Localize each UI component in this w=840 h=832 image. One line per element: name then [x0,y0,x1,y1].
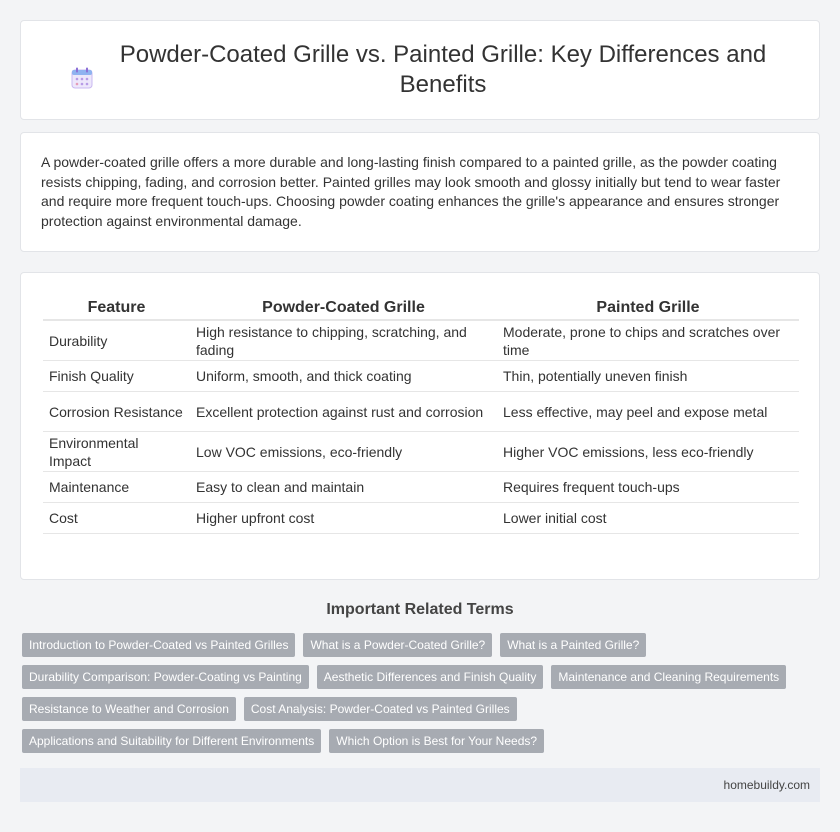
related-term-tag[interactable]: Cost Analysis: Powder-Coated vs Painted Grilles [244,697,517,721]
table-header-row [43,295,799,321]
cell-feature: Environmental Impact [43,432,190,472]
related-term-tag[interactable]: Introduction to Powder-Coated vs Painted Grilles [22,633,295,657]
table-row [43,321,799,361]
header-card [20,20,820,120]
tag-row [22,633,822,657]
cell-painted: Less effective, may peel and expose metal [497,392,799,432]
related-term-tag[interactable]: Aesthetic Differences and Finish Quality [317,665,544,689]
table-row [43,361,799,392]
cell-painted: Moderate, prone to chips and scratches over time [497,321,799,361]
summary-card [20,132,820,252]
cell-powder-coated: Easy to clean and maintain [190,472,497,503]
cell-feature: Finish Quality [43,361,190,392]
footer [20,768,820,802]
cell-feature: Corrosion Resistance [43,392,190,432]
title-wrap [70,40,770,100]
cell-feature: Cost [43,503,190,534]
tag-row [22,665,822,689]
table-row [43,503,799,534]
related-term-tag[interactable]: What is a Powder-Coated Grille? [303,633,492,657]
related-term-tag[interactable]: Maintenance and Cleaning Requirements [551,665,786,689]
related-term-tag[interactable]: Applications and Suitability for Different Environments [22,729,321,753]
cell-painted: Thin, potentially uneven finish [497,361,799,392]
cell-powder-coated: Uniform, smooth, and thick coating [190,361,497,392]
related-terms-list [22,633,822,761]
cell-painted: Requires frequent touch-ups [497,472,799,503]
cell-powder-coated: Low VOC emissions, eco-friendly [190,432,497,472]
footer-site-link[interactable]: homebuildy.com [723,778,810,792]
related-term-tag[interactable]: What is a Painted Grille? [500,633,646,657]
cell-powder-coated: Excellent protection against rust and corrosion [190,392,497,432]
comparison-table [43,295,799,534]
tag-row [22,729,822,753]
cell-feature: Durability [43,321,190,361]
related-term-tag[interactable]: Durability Comparison: Powder-Coating vs Painting [22,665,309,689]
table-row [43,432,799,472]
cell-powder-coated: High resistance to chipping, scratching, and fading [190,321,497,361]
related-terms-title: Important Related Terms [326,601,514,618]
header-painted: Painted Grille [497,295,799,321]
cell-painted: Lower initial cost [497,503,799,534]
header-powder-coated: Powder-Coated Grille [190,295,497,321]
related-term-tag[interactable]: Which Option is Best for Your Needs? [329,729,544,753]
cell-painted: Higher VOC emissions, less eco-friendly [497,432,799,472]
tag-row [22,697,822,721]
header-feature: Feature [43,295,190,321]
table-row [43,392,799,432]
comparison-card [20,272,820,580]
summary-text: A powder-coated grille offers a more durable and long-lasting finish compared to a painted grille, as the powder coating resists chipping, fading, and corrosion better. Painted grilles may look smooth and glossy initially but tend to wear faster and require more frequent touch-ups. Choosing powder coating enhances the grille's appearance and ensures stronger protection against environmental damage. [41,154,781,229]
page-title: Powder-Coated Grille vs. Painted Grille: Key Differences and Benefits [119,41,767,98]
cell-powder-coated: Higher upfront cost [190,503,497,534]
cell-feature: Maintenance [43,472,190,503]
calendar-icon [70,66,94,90]
related-term-tag[interactable]: Resistance to Weather and Corrosion [22,697,236,721]
table-row [43,472,799,503]
